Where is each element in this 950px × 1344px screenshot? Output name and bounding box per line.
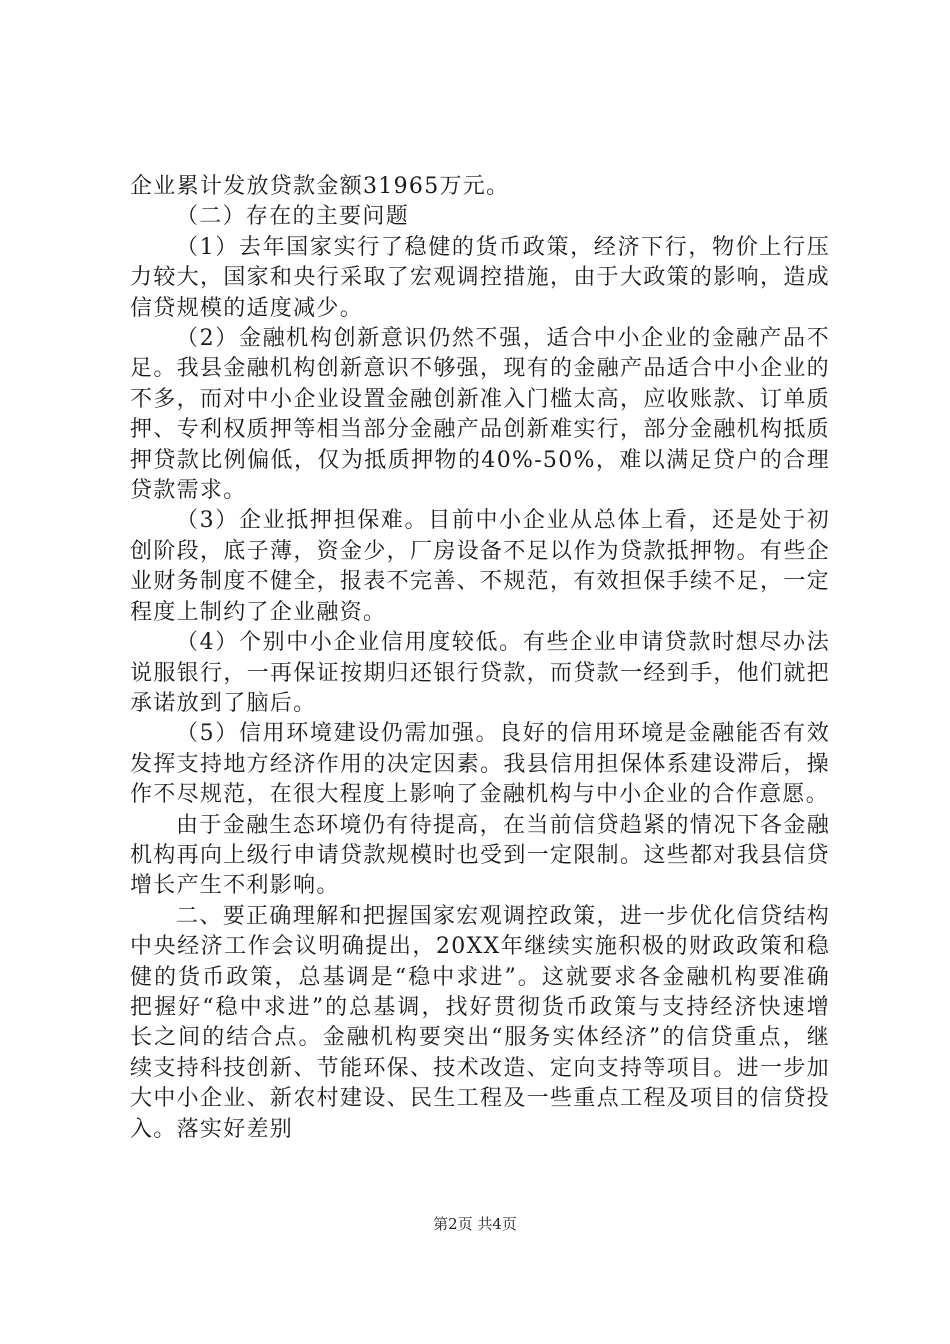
paragraph-continuation: 企业累计发放贷款金额31965万元。	[130, 174, 510, 199]
page-number-footer: 第2页 共4页	[433, 1215, 517, 1233]
paragraph-problem-5: （5）信用环境建设仍需加强。良好的信用环境是金融能否有效发挥支持地方经济作用的决定因素。我县信用担保体系建设滞后，操作不尽规范，在很大程度上影响了金融机构与中小企业的合作意愿。	[130, 721, 830, 808]
document-body	[130, 172, 830, 1145]
paragraph-problem-4: （4）个别中小企业信用度较低。有些企业申请贷款时想尽办法说服银行，一再保证按期归还银行贷款，而贷款一经到手，他们就把承诺放到了脑后。	[130, 630, 830, 716]
section-heading-problems: （二）存在的主要问题	[176, 204, 410, 230]
paragraph-problem-2: （2）金融机构创新意识仍然不强，适合中小企业的金融产品不足。我县金融机构创新意识不够强，现有的金融产品适合中小企业的不多，而对中小企业设置金融创新准入门槛太高，应收账款、订单质押、专利权质押等相当部分金融产品创新难实行，部分金融机构抵质押贷款比例偏低，仅为抵质押物的40%-50%，难以满足贷户的合理贷款需求。	[130, 326, 830, 504]
paragraph-problem-3: （3）企业抵押担保难。目前中小企业从总体上看，还是处于初创阶段，底子薄，资金少，厂房设备不足以作为贷款抵押物。有些企业财务制度不健全，报表不完善、不规范，有效担保手续不足，一定程度上制约了企业融资。	[130, 508, 830, 625]
section-two-paragraph: 二、要正确理解和把握国家宏观调控政策，进一步优化信贷结构中央经济工作会议明确提出，20XX年继续实施积极的财政政策和稳健的货币政策，总基调是“稳中求进”。这就要求各金融机构要准确把握好“稳中求进”的总基调，找好贯彻货币政策与支持经济快速增长之间的结合点。金融机构要突出“服务实体经济”的信贷重点，继续支持科技创新、节能环保、技术改造、定向支持等项目。进一步加大中小企业、新农村建设、民生工程及一些重点工程及项目的信贷投入。落实好差别	[130, 903, 830, 1142]
paragraph-problem-1: （1）去年国家实行了稳健的货币政策，经济下行，物价上行压力较大，国家和央行采取了宏观调控措施，由于大政策的影响，造成信贷规模的适度减少。	[130, 234, 830, 321]
paragraph-summary: 由于金融生态环境仍有待提高，在当前信贷趋紧的情况下各金融机构再向上级行申请贷款规模时也受到一定限制。这些都对我县信贷增长产生不利影响。	[130, 812, 830, 899]
